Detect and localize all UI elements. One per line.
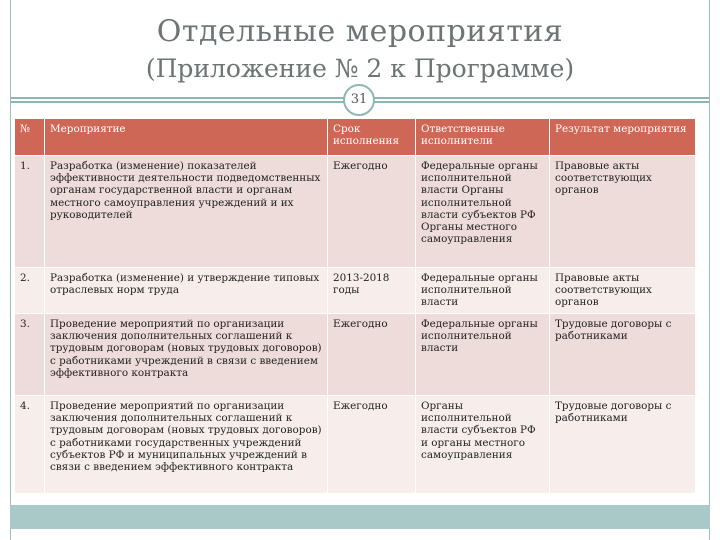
header-number: № [15, 119, 45, 156]
header-responsible: Ответственные исполнители [416, 119, 550, 156]
cell-number: 2. [15, 268, 45, 314]
cell-responsible: Федеральные органы исполнительной власти [416, 268, 550, 314]
header-result: Результат мероприятия [550, 119, 696, 156]
cell-number: 1. [15, 156, 45, 268]
table-header-row [15, 119, 696, 156]
slide-title: Отдельные мероприятия [156, 14, 564, 49]
table-row [15, 156, 696, 268]
cell-result: Трудовые договоры с работниками [550, 396, 696, 494]
cell-deadline: Ежегодно [328, 396, 416, 494]
footer-bar [10, 505, 710, 529]
cell-responsible: Федеральные органы исполнительной власти Органы исполнительной власти субъектов РФ Органы местного самоуправления [416, 156, 550, 268]
cell-responsible: Федеральные органы исполнительной власти [416, 314, 550, 396]
cell-measure: Проведение мероприятий по организации заключения дополнительных соглашений к трудовым договорам (новых трудовых договоров) с работниками учреждений в связи с введением эффективного контракта [45, 314, 328, 396]
header-deadline: Срок исполнения [328, 119, 416, 156]
cell-number: 4. [15, 396, 45, 494]
slide-subtitle: (Приложение № 2 к Программе) [145, 54, 575, 83]
cell-deadline: Ежегодно [328, 156, 416, 268]
table-row [15, 396, 696, 494]
cell-measure: Проведение мероприятий по организации заключения дополнительных соглашений к трудовым договорам (новых трудовых договоров) с работниками государственных учреждений субъектов РФ и муниципальных учреждений в связи с введением эффективного контракта [45, 396, 328, 494]
page-number-badge: 31 [343, 84, 375, 116]
table-row [15, 268, 696, 314]
cell-result: Правовые акты соответствующих органов [550, 268, 696, 314]
cell-result: Правовые акты соответствующих органов [550, 156, 696, 268]
cell-measure: Разработка (изменение) и утверждение типовых отраслевых норм труда [45, 268, 328, 314]
measures-table [14, 118, 696, 494]
header-measure: Мероприятие [45, 119, 328, 156]
cell-deadline: Ежегодно [328, 314, 416, 396]
cell-deadline: 2013-2018 годы [328, 268, 416, 314]
table-row [15, 314, 696, 396]
cell-result: Трудовые договоры с работниками [550, 314, 696, 396]
cell-responsible: Органы исполнительной власти субъектов РФ и органы местного самоуправления [416, 396, 550, 494]
cell-number: 3. [15, 314, 45, 396]
cell-measure: Разработка (изменение) показателей эффективности деятельности подведомственных органам государственной власти и органам местного самоуправления учреждений и их руководителей [45, 156, 328, 268]
